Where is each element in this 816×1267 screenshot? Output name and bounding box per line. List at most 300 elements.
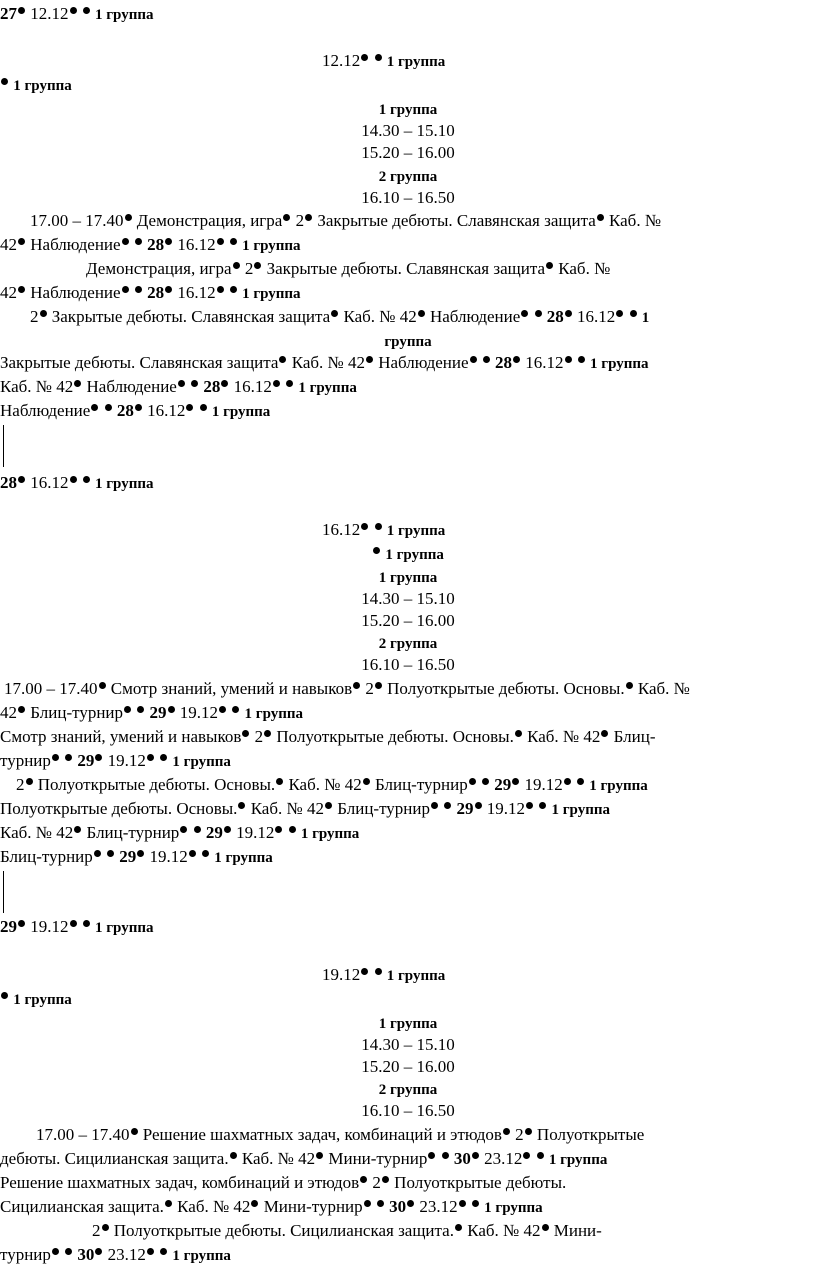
time-slot: 14.30 – 15.10: [361, 589, 455, 608]
bullet-icon: [232, 706, 239, 713]
lesson-date: 16.12: [322, 520, 361, 539]
hours: 2: [295, 211, 305, 230]
line: [322, 964, 445, 987]
line: [30, 210, 661, 232]
bullet-icon: [18, 476, 25, 483]
group-label: 1 группа: [242, 286, 301, 302]
bullet-icon: [137, 850, 144, 857]
bullet-icon: [483, 356, 490, 363]
lesson-number: 29: [149, 703, 167, 722]
time-slot: 16.10 – 16.50: [361, 655, 455, 674]
room: Каб. № 42: [0, 823, 74, 842]
bullet-icon: [83, 7, 90, 14]
line: [0, 1012, 816, 1035]
bullet-icon: [178, 380, 185, 387]
bullet-icon: [221, 380, 228, 387]
room: Каб. №: [609, 211, 662, 230]
line: [0, 846, 273, 869]
bullet-icon: [230, 1152, 237, 1159]
bullet-icon: [546, 262, 553, 269]
bullet-icon: [305, 214, 312, 221]
bullet-icon: [375, 523, 382, 530]
bullet-icon: [564, 778, 571, 785]
line: [0, 74, 72, 97]
room: Каб. № 42: [343, 307, 417, 326]
bullet-icon: [217, 238, 224, 245]
group-label: 1 группа: [300, 826, 360, 842]
bullet-icon: [18, 7, 25, 14]
lesson-date: 19.12: [486, 799, 525, 818]
group-label: 1 группа: [484, 1200, 543, 1216]
bullet-icon: [83, 476, 90, 483]
line: [0, 632, 816, 655]
group-label: 1 группа: [242, 238, 301, 254]
bullet-icon: [137, 706, 144, 713]
form: Наблюдение: [30, 283, 121, 302]
topic: Полуоткрытые дебюты. Основы.: [387, 679, 625, 698]
room: Каб. № 42: [467, 1221, 541, 1240]
form: Наблюдение: [0, 401, 91, 420]
form: турнир: [0, 751, 51, 770]
line: [322, 519, 445, 542]
form: Мини-: [553, 1221, 602, 1240]
bullet-icon: [515, 730, 522, 737]
time-slot: 17.00 – 17.40: [4, 679, 98, 698]
topic: Закрытые дебюты. Славянская защита: [266, 259, 546, 278]
line: [0, 750, 231, 773]
room: Каб. № 42: [527, 727, 601, 746]
bullet-icon: [180, 826, 187, 833]
bullet-icon: [160, 1248, 167, 1255]
room: 42: [0, 235, 17, 254]
bullet-icon: [418, 310, 425, 317]
time-slot: 16.10 – 16.50: [361, 188, 455, 207]
bullet-icon: [316, 1152, 323, 1159]
lesson-number: 27: [0, 4, 17, 23]
lesson-number: 30: [77, 1245, 95, 1264]
line: [0, 282, 301, 305]
line: [0, 566, 816, 589]
bullet-icon: [160, 754, 167, 761]
activity: Решение шахматных задач, комбинаций и: [0, 1173, 304, 1192]
text-cursor: [3, 871, 4, 913]
group-heading: 1 группа: [378, 1016, 438, 1032]
form: Наблюдение: [86, 377, 177, 396]
lesson-date: 16.12: [177, 283, 216, 302]
hours: 2: [254, 727, 264, 746]
lesson-date: 16.12: [147, 401, 186, 420]
bullet-icon: [95, 754, 102, 761]
form: Блиц-: [613, 727, 656, 746]
bullet-icon: [616, 310, 623, 317]
group-label: 1 группа: [211, 404, 271, 420]
bullet-icon: [105, 404, 112, 411]
bullet-icon: [124, 706, 131, 713]
hours: 2: [372, 1173, 381, 1192]
bullet-icon: [107, 850, 114, 857]
group-heading: 1 группа: [378, 570, 438, 586]
bullet-icon: [26, 778, 33, 785]
bullet-icon: [565, 310, 572, 317]
bullet-icon: [353, 682, 360, 689]
form: Блиц-турнир: [374, 775, 468, 794]
bullet-icon: [135, 404, 142, 411]
group-label: 1 группа: [386, 523, 446, 539]
bullet-icon: [165, 1200, 172, 1207]
room: 42: [0, 703, 17, 722]
bullet-icon: [366, 356, 373, 363]
line: [4, 678, 690, 700]
bullet-icon: [276, 778, 283, 785]
group-heading: 2 группа: [378, 169, 438, 185]
line: [0, 472, 154, 495]
lesson-date: 19.12: [30, 917, 69, 936]
group-label: 1 группа: [95, 7, 154, 23]
group-label: 1 группа: [214, 850, 273, 866]
bullet-icon: [194, 826, 201, 833]
bullet-icon: [99, 682, 106, 689]
room: Каб. № 42: [0, 377, 74, 396]
line: [92, 1220, 602, 1242]
text-cursor: [3, 425, 4, 467]
bullet-icon: [273, 380, 280, 387]
group-label: 1 группа: [386, 968, 446, 984]
bullet-icon: [74, 380, 81, 387]
bullet-icon: [217, 286, 224, 293]
bullet-icon: [364, 1200, 371, 1207]
bullet-icon: [65, 754, 72, 761]
bullet-icon: [91, 404, 98, 411]
activity: Демонстрация, игра: [86, 259, 232, 278]
topic: Полуоткрытые дебюты.: [394, 1173, 567, 1192]
activity: Демонстрация, игра: [136, 211, 283, 230]
bullet-icon: [539, 802, 546, 809]
topic: Полуоткрытые дебюты. Сицилианская защита.: [113, 1221, 454, 1240]
bullet-icon: [377, 1200, 384, 1207]
group-label: 1 группа: [244, 706, 304, 722]
line: [0, 1148, 607, 1171]
bullet-icon: [331, 310, 338, 317]
bullet-icon: [431, 802, 438, 809]
group-label: группа: [384, 334, 432, 350]
bullet-icon: [361, 968, 368, 975]
line: [0, 3, 154, 26]
group-label: 1 группа: [386, 54, 446, 70]
bullet-icon: [52, 1248, 59, 1255]
line: [0, 352, 649, 375]
bullet-icon: [74, 826, 81, 833]
bullet-icon: [95, 1248, 102, 1255]
activity: Смотр знаний, умений и навыков: [0, 727, 242, 746]
room: 42: [0, 283, 17, 302]
lesson-number: 28: [495, 353, 513, 372]
group-label: 1 группа: [548, 1152, 608, 1168]
form: Блиц-турнир: [337, 799, 430, 818]
line: [86, 258, 610, 280]
bullet-icon: [1, 992, 8, 999]
bullet-icon: [251, 1200, 258, 1207]
group-heading: 2 группа: [378, 1082, 438, 1098]
hours: 2: [30, 307, 39, 326]
lesson-date: 23.12: [419, 1197, 458, 1216]
bullet-icon: [375, 968, 382, 975]
bullet-icon: [200, 404, 207, 411]
bullet-icon: [70, 476, 77, 483]
bullet-icon: [125, 214, 132, 221]
room: Каб. № 42: [177, 1197, 251, 1216]
bullet-icon: [147, 754, 154, 761]
lesson-number: 29: [119, 847, 137, 866]
lesson-date: 19.12: [524, 775, 563, 794]
group-label: 1 группа: [298, 380, 357, 396]
bullet-icon: [224, 826, 231, 833]
lesson-date: 16.12: [577, 307, 616, 326]
bullet-icon: [577, 778, 584, 785]
group-label: 1 группа: [95, 476, 154, 492]
bullet-icon: [18, 706, 25, 713]
lesson-number: 29: [0, 917, 17, 936]
room: Каб. № 42: [291, 353, 365, 372]
bullet-icon: [503, 1128, 510, 1135]
form: турнир: [0, 1245, 51, 1264]
room: Каб. №: [558, 259, 611, 278]
bullet-icon: [1, 78, 8, 85]
lesson-number: 30: [389, 1197, 407, 1216]
bullet-icon: [102, 1224, 109, 1231]
line: [0, 400, 270, 423]
bullet-icon: [475, 802, 482, 809]
lesson-date: 12.12: [322, 51, 361, 70]
lesson-date: 16.12: [233, 377, 272, 396]
activity: Смотр знаний, умений и навыков: [110, 679, 353, 698]
hours: 2: [16, 775, 25, 794]
line: [0, 234, 301, 257]
bullet-icon: [18, 920, 25, 927]
lesson-date: 16.12: [30, 473, 69, 492]
lesson-date: 23.12: [107, 1245, 146, 1264]
bullet-icon: [242, 730, 249, 737]
bullet-icon: [230, 286, 237, 293]
bullet-icon: [131, 1128, 138, 1135]
lesson-number: 30: [453, 1149, 471, 1168]
lesson-number: 29: [77, 751, 95, 770]
line: [0, 916, 154, 939]
bullet-icon: [513, 356, 520, 363]
bullet-icon: [202, 850, 209, 857]
lesson-date: 19.12: [322, 965, 361, 984]
bullet-icon: [455, 1224, 462, 1231]
form: Наблюдение: [378, 353, 469, 372]
lesson-number: 29: [205, 823, 223, 842]
hours: 2: [365, 679, 374, 698]
bullet-icon: [459, 1200, 466, 1207]
bullet-icon: [219, 706, 226, 713]
line: [0, 1244, 231, 1267]
line: [0, 1078, 816, 1101]
line: [0, 1172, 566, 1194]
bullet-icon: [286, 380, 293, 387]
bullet-icon: [289, 826, 296, 833]
line: [0, 726, 656, 748]
bullet-icon: [279, 356, 286, 363]
group-heading: 1 группа: [378, 102, 438, 118]
form: Наблюдение: [30, 235, 121, 254]
line: [0, 798, 610, 821]
hours: 2: [244, 259, 254, 278]
topic: Закрытые дебюты. Славянская защита: [0, 353, 279, 372]
form: Блиц-турнир: [30, 703, 124, 722]
bullet-icon: [542, 1224, 549, 1231]
time-slot: 17.00 – 17.40: [36, 1125, 130, 1144]
bullet-icon: [168, 706, 175, 713]
bullet-icon: [135, 286, 142, 293]
topic: Закрытые дебюты. Славянская защита: [317, 211, 596, 230]
lesson-date: 12.12: [30, 4, 69, 23]
bullet-icon: [325, 802, 332, 809]
topic: Полуоткрытые дебюты. Основы.: [37, 775, 276, 794]
bullet-icon: [189, 850, 196, 857]
time-slot: 16.10 – 16.50: [361, 1101, 455, 1120]
bullet-icon: [626, 682, 633, 689]
lesson-number: 28: [116, 401, 134, 420]
line: [30, 306, 649, 329]
bullet-icon: [18, 238, 25, 245]
activity: этюдов: [307, 1173, 360, 1192]
bullet-icon: [470, 356, 477, 363]
group-label: 1 группа: [589, 778, 648, 794]
bullet-icon: [254, 262, 261, 269]
form: Мини-турнир: [328, 1149, 428, 1168]
bullet-icon: [40, 310, 47, 317]
lesson-date: 19.12: [236, 823, 275, 842]
bullet-icon: [428, 1152, 435, 1159]
bullet-icon: [147, 1248, 154, 1255]
bullet-icon: [186, 404, 193, 411]
bullet-icon: [375, 54, 382, 61]
group-heading: 2 группа: [378, 636, 438, 652]
topic: Сицилианская защита.: [0, 1197, 164, 1216]
time-slot: 15.20 – 16.00: [361, 611, 455, 630]
bullet-icon: [597, 214, 604, 221]
bullet-icon: [238, 802, 245, 809]
bullet-icon: [135, 238, 142, 245]
form: Наблюдение: [429, 307, 521, 326]
bullet-icon: [521, 310, 528, 317]
line: [0, 702, 303, 725]
form: Блиц-турнир: [0, 847, 93, 866]
time-slot: 15.20 – 16.00: [361, 1057, 455, 1076]
bullet-icon: [630, 310, 637, 317]
bullet-icon: [512, 778, 519, 785]
room: Каб. № 42: [288, 775, 362, 794]
topic: дебюты. Сицилианская защита.: [0, 1149, 229, 1168]
bullet-icon: [523, 1152, 530, 1159]
topic: Полуоткрытые дебюты. Основы.: [0, 799, 238, 818]
bullet-icon: [537, 1152, 544, 1159]
bullet-icon: [230, 238, 237, 245]
lesson-date: 16.12: [177, 235, 216, 254]
topic: Полуоткрытые: [536, 1125, 645, 1144]
bullet-icon: [482, 778, 489, 785]
bullet-icon: [52, 754, 59, 761]
bullet-icon: [472, 1200, 479, 1207]
topic: Полуоткрытые дебюты. Основы.: [276, 727, 514, 746]
bullet-icon: [363, 778, 370, 785]
form: Блиц-турнир: [86, 823, 180, 842]
line: [16, 774, 648, 797]
bullet-icon: [578, 356, 585, 363]
bullet-icon: [375, 682, 382, 689]
hours: 2: [92, 1221, 101, 1240]
group-label: 1: [641, 310, 650, 326]
lesson-date: 16.12: [525, 353, 564, 372]
bullet-icon: [601, 730, 608, 737]
line: [322, 50, 445, 73]
line: [0, 543, 816, 566]
time-slot: 15.20 – 16.00: [361, 143, 455, 162]
group-label: 1 группа: [590, 356, 649, 372]
lesson-number: 28: [147, 283, 165, 302]
bullet-icon: [233, 262, 240, 269]
bullet-icon: [70, 920, 77, 927]
room: Каб. № 42: [241, 1149, 316, 1168]
bullet-icon: [18, 286, 25, 293]
line: [0, 988, 72, 1011]
room: Каб. № 42: [250, 799, 324, 818]
group-label: 1 группа: [172, 1248, 231, 1264]
line: [36, 1124, 644, 1146]
bullet-icon: [83, 920, 90, 927]
lesson-number: 29: [456, 799, 474, 818]
topic: Закрытые дебюты. Славянская защита: [51, 307, 331, 326]
lesson-number: 28: [147, 235, 165, 254]
bullet-icon: [442, 1152, 449, 1159]
time-slot: 14.30 – 15.10: [361, 121, 455, 140]
lesson-number: 29: [494, 775, 512, 794]
group-label: 1 группа: [95, 920, 154, 936]
bullet-icon: [122, 238, 129, 245]
group-label: 1 группа: [385, 547, 444, 563]
time-slot: 14.30 – 15.10: [361, 1035, 455, 1054]
bullet-icon: [407, 1200, 414, 1207]
bullet-icon: [535, 310, 542, 317]
bullet-icon: [472, 1152, 479, 1159]
bullet-icon: [275, 826, 282, 833]
activity: Решение шахматных задач, комбинаций и этюдов: [142, 1125, 502, 1144]
bullet-icon: [264, 730, 271, 737]
lesson-date: 19.12: [179, 703, 219, 722]
bullet-icon: [469, 778, 476, 785]
room: Каб. №: [637, 679, 690, 698]
bullet-icon: [165, 286, 172, 293]
time-slot: 17.00 – 17.40: [30, 211, 124, 230]
lesson-number: 28: [0, 473, 17, 492]
lesson-number: 28: [203, 377, 221, 396]
bullet-icon: [360, 1176, 367, 1183]
lesson-date: 23.12: [484, 1149, 523, 1168]
line: [0, 165, 816, 188]
group-label: 1 группа: [172, 754, 231, 770]
line: [0, 98, 816, 121]
lesson-date: 19.12: [107, 751, 146, 770]
line: [0, 376, 357, 399]
bullet-icon: [283, 214, 290, 221]
bullet-icon: [70, 7, 77, 14]
group-label: 1 группа: [551, 802, 610, 818]
bullet-icon: [165, 238, 172, 245]
bullet-icon: [361, 523, 368, 530]
group-label: 1 группа: [13, 78, 72, 94]
